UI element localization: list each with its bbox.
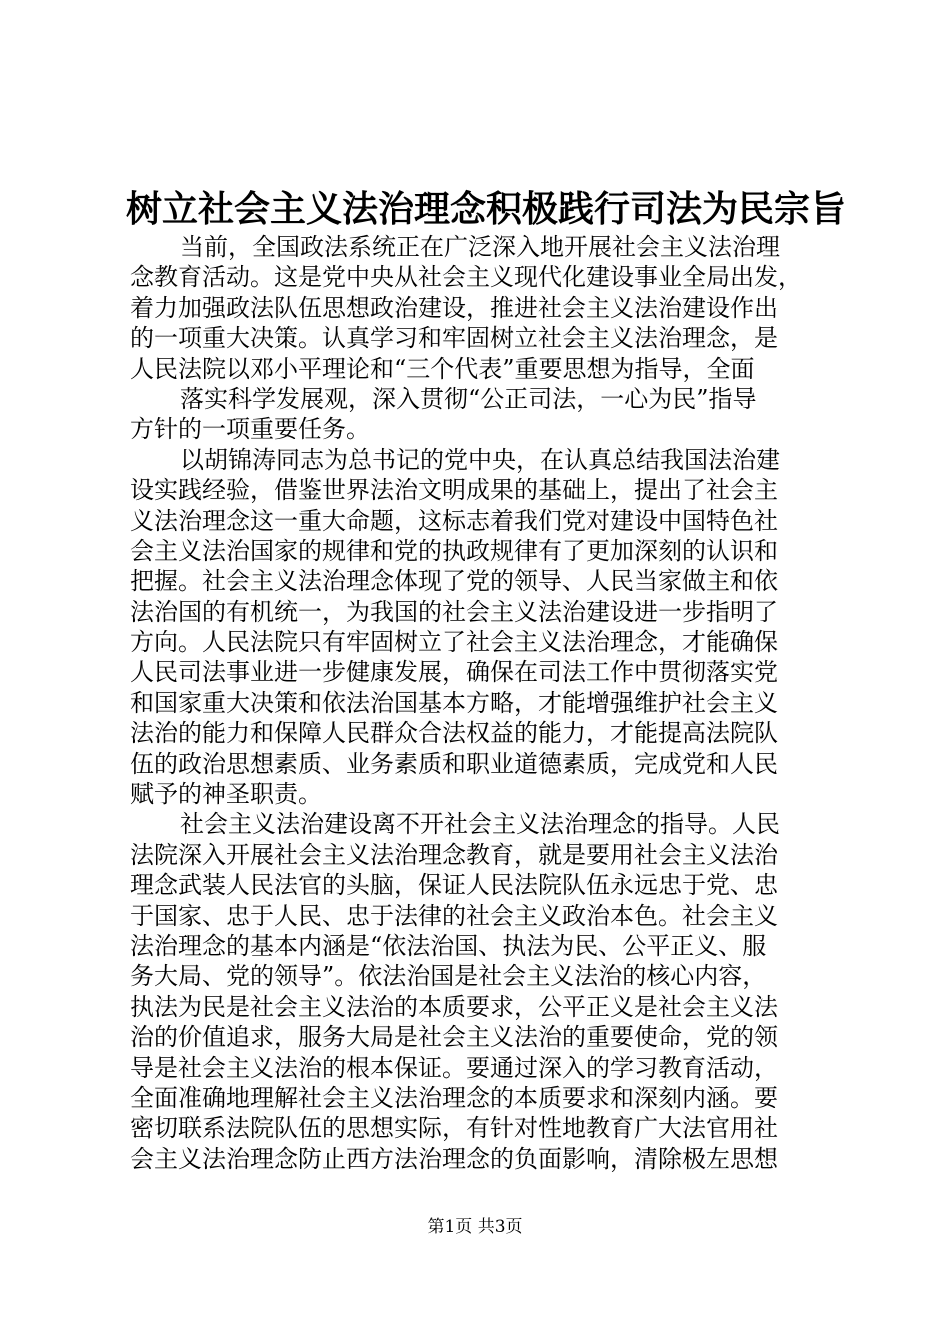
paragraph-line: 理念武装人民法官的头脑，保证人民法院队伍永远忠于党、忠 — [130, 871, 778, 900]
paragraph-line: 法治理念的基本内涵是“依法治国、执法为民、公平正义、服 — [130, 931, 767, 960]
paragraph-line: 设实践经验，借鉴世界法治文明成果的基础上，提出了社会主 — [130, 476, 778, 505]
paragraph-line: 方向。人民法院只有牢固树立了社会主义法治理念，才能确保 — [130, 628, 778, 657]
paragraph-line: 会主义法治国家的规律和党的执政规律有了更加深刻的认识和 — [130, 536, 778, 565]
paragraph-line: 人民司法事业进一步健康发展，确保在司法工作中贯彻落实党 — [130, 658, 778, 687]
paragraph-line: 导是社会主义法治的根本保证。要通过深入的学习教育活动， — [130, 1053, 778, 1082]
paragraph-line: 伍的政治思想素质、业务素质和职业道德素质，完成党和人民 — [130, 749, 778, 778]
paragraph-line: 务大局、党的领导”。依法治国是社会主义法治的核心内容， — [130, 962, 767, 991]
paragraph-line: 密切联系法院队伍的思想实际，有针对性地教育广大法官用社 — [130, 1114, 778, 1143]
paragraph-line: 执法为民是社会主义法治的本质要求，公平正义是社会主义法 — [130, 992, 778, 1021]
paragraph-1 — [130, 232, 830, 384]
paragraph-line: 于国家、忠于人民、忠于法律的社会主义政治本色。社会主义 — [130, 901, 778, 930]
paragraph-line: 社会主义法治建设离不开社会主义法治理念的指导。人民 — [180, 810, 780, 839]
paragraph-line: 的一项重大决策。认真学习和牢固树立社会主义法治理念，是 — [130, 324, 778, 353]
paragraph-line: 和国家重大决策和依法治国基本方略，才能增强维护社会主义 — [130, 688, 778, 717]
paragraph-line: 着力加强政法队伍思想政治建设，推进社会主义法治建设作出 — [130, 293, 778, 322]
paragraph-3 — [130, 445, 830, 810]
paragraph-line: 人民法院以邓小平理论和“三个代表”重要思想为指导，全面 — [130, 354, 755, 383]
paragraph-2 — [130, 384, 830, 445]
paragraph-line: 当前，全国政法系统正在广泛深入地开展社会主义法治理 — [180, 233, 780, 261]
paragraph-line: 法治国的有机统一，为我国的社会主义法治建设进一步指明了 — [130, 597, 778, 626]
document-body — [130, 232, 830, 1174]
paragraph-line: 赋予的神圣职责。 — [130, 780, 322, 809]
paragraph-line: 把握。社会主义法治理念体现了党的领导、人民当家做主和依 — [130, 567, 778, 596]
paragraph-line: 治的价值追求，服务大局是社会主义法治的重要使命，党的领 — [130, 1023, 778, 1052]
paragraph-line: 会主义法治理念防止西方法治理念的负面影响，清除极左思想 — [130, 1144, 778, 1173]
paragraph-line: 方针的一项重要任务。 — [130, 415, 370, 444]
paragraph-4 — [130, 809, 830, 1174]
paragraph-line: 法院深入开展社会主义法治理念教育，就是要用社会主义法治 — [130, 840, 778, 869]
document-title: 树立社会主义法治理念积极践行司法为民宗旨 — [126, 188, 847, 230]
paragraph-line: 法治的能力和保障人民群众合法权益的能力，才能提高法院队 — [130, 719, 778, 748]
paragraph-line: 念教育活动。这是党中央从社会主义现代化建设事业全局出发， — [130, 263, 802, 292]
paragraph-line: 义法治理念这一重大命题，这标志着我们党对建设中国特色社 — [130, 506, 778, 535]
page-footer: 第1页 共3页 — [427, 1217, 523, 1237]
paragraph-line: 落实科学发展观，深入贯彻“公正司法，一心为民”指导 — [180, 384, 757, 413]
paragraph-line: 以胡锦涛同志为总书记的党中央，在认真总结我国法治建 — [180, 445, 780, 474]
paragraph-line: 全面准确地理解社会主义法治理念的本质要求和深刻内涵。要 — [130, 1083, 778, 1112]
